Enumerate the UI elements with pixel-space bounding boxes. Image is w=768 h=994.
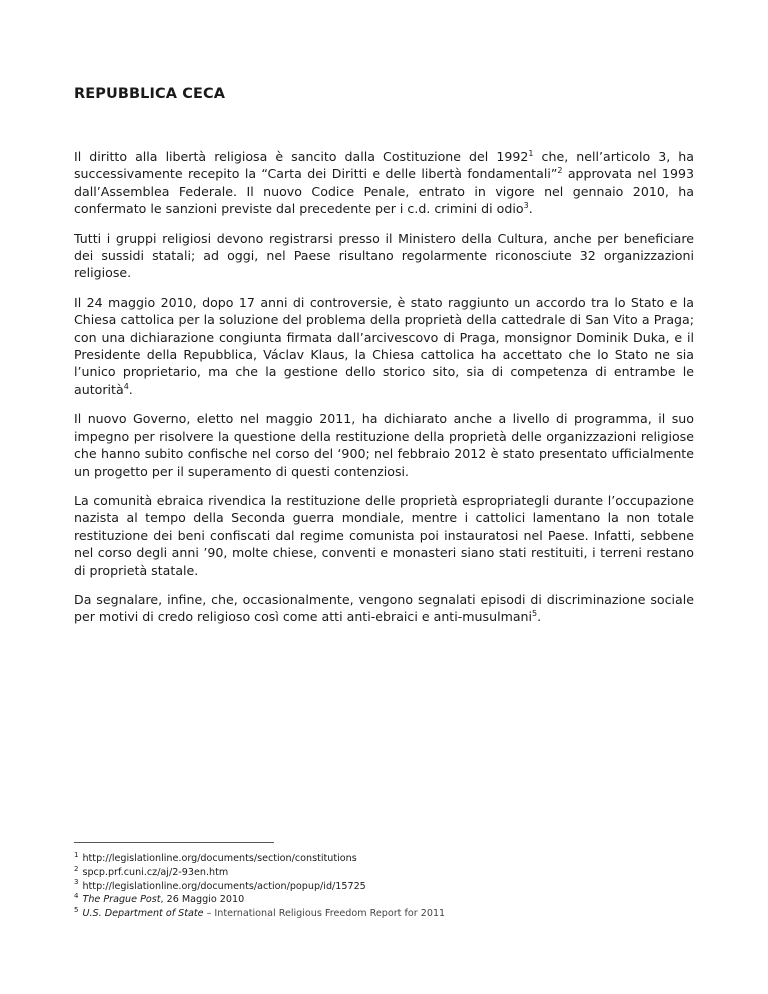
paragraph-6: [74, 591, 694, 626]
footnote-source: U.S. Department of State: [82, 908, 204, 920]
footnote-number: 3: [74, 878, 79, 887]
footnote-text: – International Religious Freedom Report for 2011: [203, 908, 446, 920]
footnote-ref-5: 5: [532, 609, 538, 619]
footnote-link[interactable]: http://legislationline.org/documents/action/popup/id/15725: [82, 880, 366, 892]
footnote-ref-1: 1: [528, 148, 534, 158]
paragraph-text: .: [528, 201, 533, 217]
paragraph-1: [74, 148, 694, 218]
footnote-5: [74, 907, 694, 921]
paragraph-text: .: [128, 381, 133, 397]
footnote-3: [74, 880, 694, 894]
footnote-1: [74, 852, 694, 866]
paragraph-text: Il 24 maggio 2010, dopo 17 anni di controversie, è stato raggiunto un accordo tra lo Stato e la Chiesa cattolica per la soluzione del problema della proprietà della cattedrale di San Vito a Praga; con una dichiarazione congiunta firmata dall’arcivescovo di Praga, monsignor Dominik Duka, e il Presidente della Repubblica, Václav Klaus, la Chiesa cattolica ha accettato che lo Stato ne sia l’unico proprietario, ma che la gestione dello storico sito, sia di competenza di entrambe le autorità: [74, 294, 694, 397]
footnote-ref-2: 2: [557, 166, 563, 176]
paragraph-text: .: [537, 609, 542, 625]
footnote-2: [74, 866, 694, 880]
page-title: REPUBBLICA CECA: [74, 86, 226, 102]
document-body: [74, 148, 694, 638]
footnote-link[interactable]: spcp.prf.cuni.cz/aj/2-93en.htm: [82, 866, 229, 878]
paragraph-text: approvata nel 1993 dall’Assemblea Federale. Il nuovo Codice Penale, entrato in vigore nel gennaio 2010, ha confermato le sanzioni previste dal precedente per i c.d. crimini di odio: [74, 166, 694, 217]
footnote-source: The Prague Post: [82, 894, 161, 906]
paragraph-2: Tutti i gruppi religiosi devono registrarsi presso il Ministero della Cultura, anche per beneficiare dei sussidi statali; ad oggi, nel Paese risultano regolarmente riconosciute 32 organizzazioni religiose.: [74, 230, 694, 281]
footnote-number: 4: [74, 892, 79, 901]
paragraph-5: La comunità ebraica rivendica la restituzione delle proprietà espropriategli durante l’occupazione nazista al tempo della Seconda guerra mondiale, mentre i cattolici lamentano la non totale restituzione dei beni confiscati dal regime comunista poi instauratosi nel Paese. Infatti, sebbene nel corso degli anni ’90, molte chiese, conventi e monasteri siano stati restituiti, i terreni restano di proprietà statale.: [74, 492, 694, 578]
paragraph-4: Il nuovo Governo, eletto nel maggio 2011, ha dichiarato anche a livello di programma, il suo impegno per risolvere la questione della restituzione della proprietà delle organizzazioni religiose che hanno subito confische nel corso del ‘900; nel febbraio 2012 è stato presentato ufficialmente un progetto per il superamento di questi contenziosi.: [74, 411, 694, 479]
footnote-ref-4: 4: [123, 381, 129, 391]
footnote-number: 5: [74, 906, 79, 914]
footnotes: [74, 852, 694, 921]
footnote-link[interactable]: http://legislationline.org/documents/section/constitutions: [82, 853, 357, 864]
footnote-ref-3: 3: [523, 201, 529, 211]
footnote-4: [74, 893, 694, 907]
paragraph-text: che, nell’articolo 3, ha successivamente recepito la “Carta dei Diritti e delle libertà fondamentali”: [74, 149, 694, 182]
footnote-number: 1: [74, 850, 79, 859]
footnote-number: 2: [74, 864, 79, 873]
paragraph-text: Il diritto alla libertà religiosa è sancito dalla Costituzione del 1992: [74, 149, 529, 164]
footnote-text: , 26 Maggio 2010: [160, 894, 245, 906]
footnote-separator: [74, 842, 274, 843]
paragraph-text: Da segnalare, infine, che, occasionalmente, vengono segnalati episodi di discriminazione sociale per motivi di credo religioso così come atti anti-ebraici e anti-musulmani: [74, 591, 694, 625]
paragraph-3: [74, 294, 694, 398]
